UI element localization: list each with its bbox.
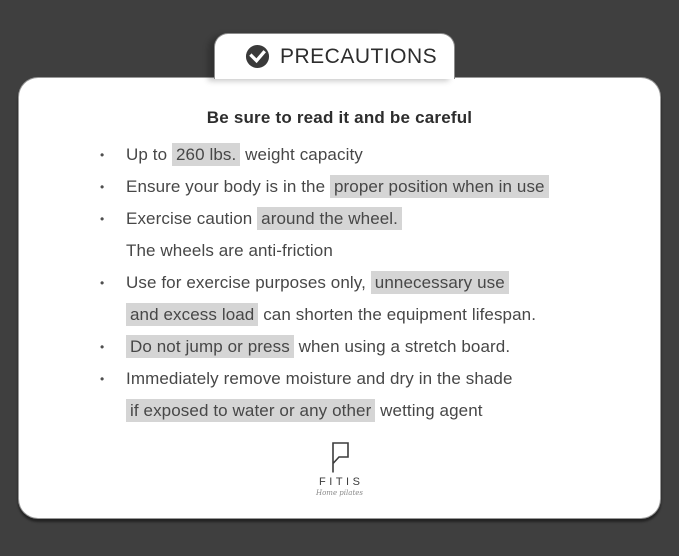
precautions-tab <box>214 33 455 79</box>
brand-tagline: Home pilates <box>315 489 363 497</box>
plain-text: Exercise caution <box>126 209 258 228</box>
list-item <box>100 203 660 267</box>
list-item-line <box>126 139 660 171</box>
highlighted-text: if exposed to water or any other <box>126 399 375 422</box>
list-item-line <box>126 299 660 331</box>
plain-text: when using a stretch board. <box>293 337 511 356</box>
list-item <box>100 267 660 331</box>
list-item <box>100 331 660 363</box>
plain-text: weight capacity <box>240 145 363 164</box>
highlighted-text: around the wheel. <box>257 207 402 230</box>
plain-text: Use for exercise purposes only, <box>126 273 371 292</box>
list-item-line <box>126 171 660 203</box>
brand-name: FITIS <box>319 476 364 488</box>
list-item-line <box>126 363 660 395</box>
bullet-dot: • <box>100 372 105 386</box>
highlighted-text: 260 lbs. <box>172 143 240 166</box>
bullet-dot: • <box>100 340 105 354</box>
brand-logo <box>19 442 660 497</box>
bullet-dot: • <box>100 276 105 290</box>
precautions-list <box>19 139 660 427</box>
plain-text: Up to <box>126 145 172 164</box>
list-item-line <box>126 235 660 267</box>
list-item <box>100 171 660 203</box>
list-item-line <box>126 267 660 299</box>
list-item-line <box>126 395 660 427</box>
highlighted-text: and excess load <box>126 303 258 326</box>
plain-text: Ensure your body is in the <box>126 177 330 196</box>
list-item <box>100 139 660 171</box>
bullet-dot: • <box>100 180 105 194</box>
bullet-dot: • <box>100 148 105 162</box>
highlighted-text: unnecessary use <box>371 271 509 294</box>
list-item-line <box>126 331 660 363</box>
card-title: Be sure to read it and be careful <box>206 108 473 127</box>
tab-label: PRECAUTIONS <box>280 44 438 68</box>
highlighted-text: proper position when in use <box>330 175 549 198</box>
fitis-flag-icon <box>329 442 351 473</box>
bullet-dot: • <box>100 212 105 226</box>
precautions-card <box>18 77 661 519</box>
list-item-line <box>126 203 660 235</box>
plain-text: wetting agent <box>375 401 483 420</box>
check-circle-icon <box>245 44 270 69</box>
list-item <box>100 363 660 427</box>
plain-text: Immediately remove moisture and dry in the shade <box>126 369 513 388</box>
plain-text: The wheels are anti-friction <box>126 241 333 260</box>
highlighted-text: Do not jump or press <box>126 335 294 358</box>
plain-text: can shorten the equipment lifespan. <box>258 305 537 324</box>
